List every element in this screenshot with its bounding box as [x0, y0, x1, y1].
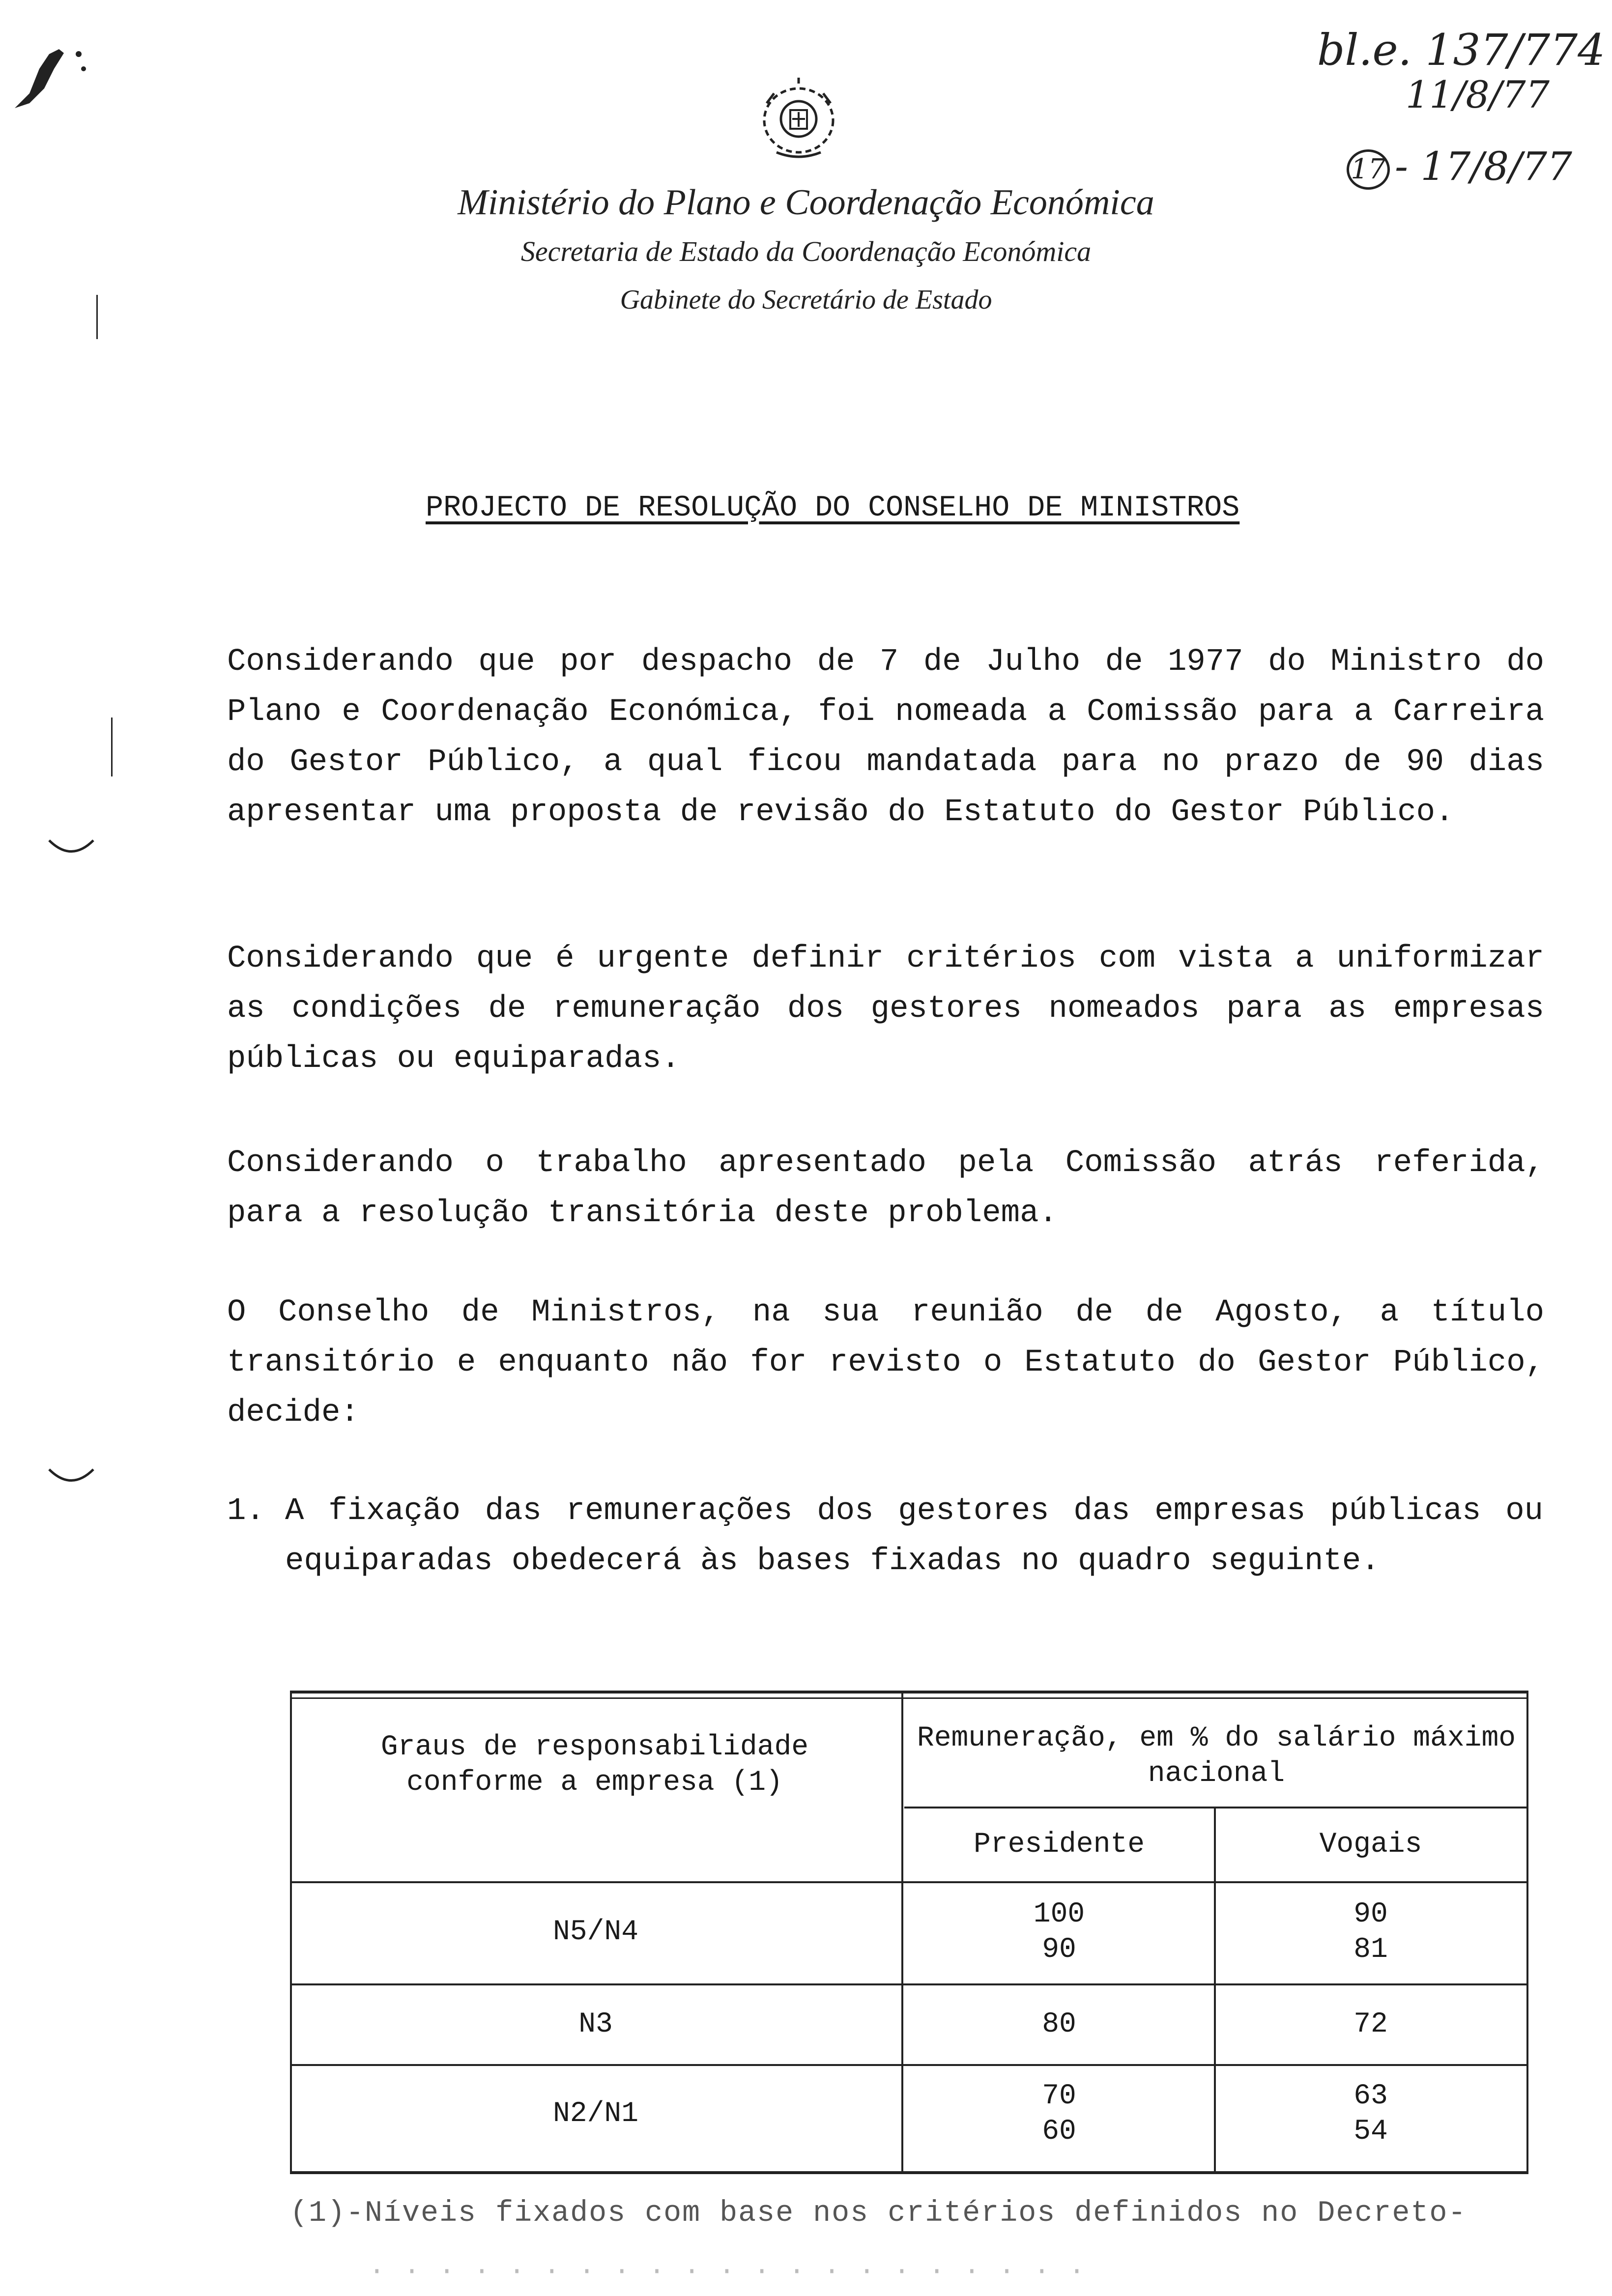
- item-text: A fixação das remunerações dos gestores das empresas públicas ou equiparadas obedecerá às bases fixadas no quadro seguinte.: [285, 1493, 1543, 1579]
- paragraph: Considerando que é urgente definir critérios com vista a uniformizar as condições de remuneração dos gestores nomeados para as empresas públicas ou equiparadas.: [227, 941, 1544, 1077]
- table-top-rule: [290, 1691, 1528, 1693]
- item-number: 1.: [227, 1493, 265, 1529]
- president-value: 60: [1042, 2116, 1076, 2148]
- table-border-right: [1526, 1691, 1528, 2174]
- vogais-value: 54: [1353, 2116, 1388, 2148]
- punch-hole-mark: [44, 1464, 98, 1494]
- president-value: 100: [1033, 1898, 1085, 1930]
- vogais-value: 63: [1353, 2080, 1388, 2112]
- vogais-value: 81: [1353, 1934, 1388, 1966]
- vogais-value: 90: [1353, 1898, 1388, 1930]
- letterhead-cabinet: Gabinete do Secretário de Estado: [620, 285, 992, 315]
- table-row-rule: [290, 2064, 1528, 2066]
- handwritten-scrawl: [10, 39, 88, 113]
- handwritten-note-date: - 17/8/77: [1395, 144, 1572, 189]
- paragraph: Considerando que por despacho de 7 de Julho de 1977 do Ministro do Plano e Coordenação Económica, foi nomeada a Comissão para a Carreira do Gestor Público, a qual ficou mandatada para no prazo de 90 dias apresentar uma proposta de revisão do Estatuto do Gestor Público.: [227, 644, 1544, 830]
- circled-number: 17: [1347, 149, 1390, 190]
- header-grades: Graus de responsabilidade conforme a empresa (1): [380, 1731, 809, 1799]
- grade-cell: N5/N4: [552, 1916, 639, 1948]
- header-remuneration: Remuneração, em % do salário máximo nacional: [917, 1722, 1516, 1790]
- president-value: 90: [1042, 1934, 1076, 1966]
- president-value: 70: [1042, 2080, 1076, 2112]
- numbered-item: [227, 1486, 1544, 1594]
- letterhead-ministry: Ministério do Plano e Coordenação Económica: [458, 182, 1154, 223]
- table-column-divider: [901, 1691, 903, 2174]
- grade-cell: N3: [578, 2009, 613, 2040]
- coat-of-arms-emblem: [747, 74, 850, 162]
- paragraph: Considerando o trabalho apresentado pela Comissão atrás referida, para a resolução transitória deste problema.: [227, 1146, 1544, 1231]
- table-top-rule-inner: [290, 1697, 1528, 1699]
- header-president: Presidente: [973, 1829, 1145, 1861]
- grade-cell: N2/N1: [552, 2098, 639, 2130]
- table-subheader-rule: [904, 1807, 1526, 1808]
- faded-text-line: · · · · · · · · · · · · · · · · · · · · ·: [369, 2256, 1086, 2287]
- handwritten-date: 11/8/77: [1406, 73, 1550, 116]
- table-bottom-rule: [290, 2171, 1528, 2174]
- table-row-rule: [290, 1983, 1528, 1985]
- president-value: 80: [1042, 2009, 1076, 2040]
- vogais-value: 72: [1353, 2009, 1388, 2040]
- handwritten-reference: bl.e. 137/774: [1317, 25, 1606, 75]
- header-vogais: Vogais: [1319, 1829, 1422, 1861]
- remuneration-table: [290, 1691, 1528, 2177]
- letterhead-secretariat: Secretaria de Estado da Coordenação Económica: [520, 235, 1092, 267]
- punch-hole-mark: [44, 835, 98, 865]
- margin-mark: [111, 718, 113, 776]
- table-footnote: (1)-Níveis fixados com base nos critérios definidos no Decreto-: [290, 2197, 1467, 2230]
- margin-mark: [96, 295, 98, 339]
- paragraph: O Conselho de Ministros, na sua reunião de de Agosto, a título transitório e enquanto não for revisto o Estatuto do Gestor Público, decide:: [227, 1295, 1544, 1431]
- table-header-rule: [290, 1881, 1528, 1883]
- document-title: PROJECTO DE RESOLUÇÃO DO CONSELHO DE MINISTROS: [426, 491, 1240, 525]
